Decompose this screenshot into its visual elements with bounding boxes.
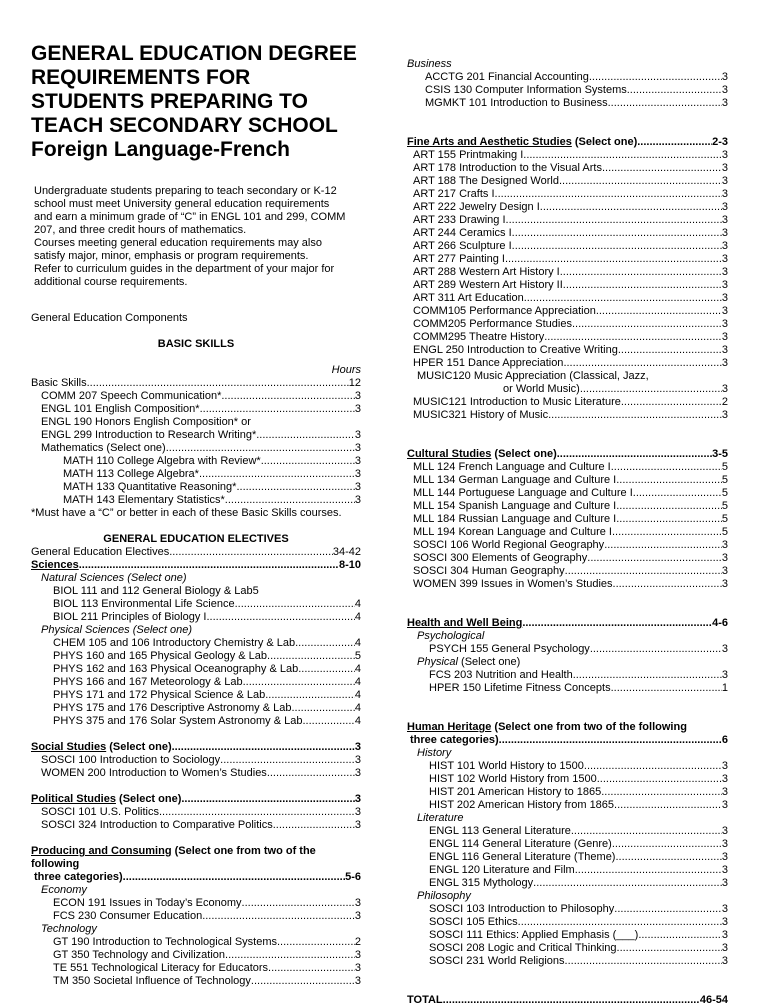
cultural-studies-list — [407, 461, 728, 591]
title-line: REQUIREMENTS FOR — [31, 66, 251, 89]
course-label: MGMKT 101 Introduction to Business — [425, 97, 608, 109]
intro-line: Courses meeting general education requirements may also — [34, 237, 322, 249]
list-item — [407, 838, 728, 851]
hours-header: Hours — [331, 364, 361, 376]
course-label: HIST 102 World History from 1500 — [429, 773, 597, 785]
credit-hours: 3 — [721, 279, 728, 291]
course-label: WOMEN 200 Introduction to Women’s Studies — [41, 767, 267, 779]
credit-hours: 3 — [721, 903, 728, 915]
credit-hours: 3 — [721, 149, 728, 161]
course-label: MLL 184 Russian Language and Culture I — [413, 513, 617, 525]
list-item — [407, 942, 728, 955]
list-item — [31, 442, 361, 455]
credit-hours: 4 — [354, 663, 361, 675]
physical-label: Physical (Select one) — [417, 656, 521, 668]
technology-list — [31, 936, 361, 988]
course-label: ENGL 113 General Literature — [429, 825, 571, 837]
credit-hours: 3 — [721, 799, 728, 811]
credit-hours: 3 — [721, 240, 728, 252]
list-item — [407, 773, 728, 786]
credit-hours: 3 — [721, 877, 728, 889]
course-label: COMM205 Performance Studies — [413, 318, 572, 330]
course-label: ART 289 Western Art History II — [413, 279, 563, 291]
list-item — [407, 305, 728, 318]
list-item — [407, 565, 728, 578]
list-item — [407, 396, 728, 409]
list-item — [407, 877, 728, 890]
credit-hours: 3 — [354, 962, 361, 974]
credit-hours: 3 — [721, 97, 728, 109]
course-label: COMM295 Theatre History — [413, 331, 545, 343]
political-studies-list — [31, 806, 361, 832]
course-label: MATH 113 College Algebra* — [63, 468, 199, 480]
technology-label: Technology — [41, 923, 97, 935]
list-item — [31, 390, 361, 403]
course-label: SOSCI 208 Logic and Critical Thinking — [429, 942, 617, 954]
credit-hours: 3 — [721, 916, 728, 928]
course-label: MUSIC321 History of Music — [413, 409, 549, 421]
credit-hours: 3 — [721, 838, 728, 850]
credit-hours: 5 — [721, 474, 728, 486]
title-line: TEACH SECONDARY SCHOOL — [31, 114, 338, 137]
business-label: Business — [407, 58, 452, 70]
credit-hours: 3 — [354, 910, 361, 922]
course-label: MATH 143 Elementary Statistics* — [63, 494, 225, 506]
list-item — [407, 71, 728, 84]
course-label: GT 190 Introduction to Technological Systems — [53, 936, 277, 948]
course-label: Mathematics (Select one) — [41, 442, 166, 454]
course-label: ART 311 Art Education — [413, 292, 524, 304]
credit-hours: 4 — [354, 715, 361, 727]
list-item — [407, 955, 728, 968]
intro-line: Undergraduate students preparing to teach secondary or K-12 — [34, 185, 337, 197]
list-item — [31, 637, 361, 650]
credit-hours: 5 — [721, 526, 728, 538]
course-label: MLL 194 Korean Language and Culture I — [413, 526, 612, 538]
basic-skills-heading: BASIC SKILLS — [157, 338, 235, 350]
credit-hours: 3 — [354, 767, 361, 779]
list-item — [31, 598, 361, 611]
list-item — [31, 403, 361, 416]
credit-hours: 3 — [354, 494, 361, 506]
credit-hours: 3 — [721, 162, 728, 174]
basic-skills-list — [31, 377, 361, 507]
list-item — [31, 676, 361, 689]
title-line: STUDENTS PREPARING TO — [31, 90, 308, 113]
list-item — [407, 175, 728, 188]
course-label: ART 277 Painting I — [413, 253, 505, 265]
history-list — [407, 760, 728, 812]
credit-hours: 3 — [721, 266, 728, 278]
list-item — [31, 611, 361, 624]
list-item — [31, 897, 361, 910]
credit-hours: 4 — [354, 702, 361, 714]
list-item — [407, 201, 728, 214]
list-item — [31, 767, 361, 780]
credit-hours: 3 — [354, 429, 361, 441]
title-line: GENERAL EDUCATION DEGREE — [31, 42, 357, 65]
electives-row: General Education Electives ..... 34-42 — [31, 546, 361, 559]
list-item — [407, 578, 728, 591]
credit-hours: 3 — [721, 929, 728, 941]
course-label: ART 188 The Designed World — [413, 175, 559, 187]
intro-line: Refer to curriculum guides in the department of your major for — [34, 263, 335, 275]
list-item — [31, 754, 361, 767]
electives-heading: GENERAL EDUCATION ELECTIVES — [103, 533, 289, 545]
course-label: CHEM 105 and 106 Introductory Chemistry & Lab — [53, 637, 296, 649]
list-item — [407, 799, 728, 812]
list-item — [407, 487, 728, 500]
list-item — [407, 214, 728, 227]
course-label: CSIS 130 Computer Information Systems — [425, 84, 627, 96]
course-label: PHYS 171 and 172 Physical Science & Lab — [53, 689, 266, 701]
list-item — [407, 643, 728, 656]
course-label: TE 551 Technological Literacy for Educators — [53, 962, 269, 974]
health-row: Health and Well Being ..... 4-6 — [407, 617, 728, 630]
credit-hours: 3 — [721, 227, 728, 239]
sciences-row: Sciences ..... 8-10 — [31, 559, 361, 572]
list-item — [31, 806, 361, 819]
left-column — [31, 0, 361, 988]
course-label: PHYS 160 and 165 Physical Geology & Lab — [53, 650, 268, 662]
list-item — [407, 513, 728, 526]
course-label: PHYS 162 and 163 Physical Oceanography & Lab — [53, 663, 299, 675]
intro-line: satisfy major, minor, emphasis or program requirements. — [34, 250, 309, 262]
credit-hours: 3 — [354, 481, 361, 493]
literature-list — [407, 825, 728, 890]
list-item — [31, 455, 361, 468]
credit-hours: 3 — [721, 773, 728, 785]
credit-hours: 3 — [721, 851, 728, 863]
course-label: FCS 230 Consumer Education — [53, 910, 203, 922]
course-label: COMM105 Performance Appreciation — [413, 305, 596, 317]
list-item — [407, 97, 728, 110]
list-item — [31, 962, 361, 975]
list-item — [31, 377, 361, 390]
course-label: FCS 203 Nutrition and Health — [429, 669, 573, 681]
credit-hours: 3 — [721, 942, 728, 954]
credit-hours: 3 — [721, 669, 728, 681]
list-item — [407, 786, 728, 799]
philosophy-label: Philosophy — [417, 890, 471, 902]
course-label: SOSCI 106 World Regional Geography — [413, 539, 605, 551]
list-item — [407, 526, 728, 539]
credit-hours: 3 — [721, 643, 728, 655]
credit-hours: 3 — [721, 552, 728, 564]
course-label: ENGL 116 General Literature (Theme) — [429, 851, 616, 863]
credit-hours: 4 — [354, 676, 361, 688]
course-label: PHYS 175 and 176 Descriptive Astronomy & Lab — [53, 702, 292, 714]
right-column — [407, 0, 728, 1007]
list-item — [407, 227, 728, 240]
business-list — [407, 71, 728, 110]
intro-line: school must meet University general education requirements — [34, 198, 330, 210]
course-label: SOSCI 100 Introduction to Sociology — [41, 754, 221, 766]
course-label: SOSCI 101 U.S. Politics — [41, 806, 159, 818]
list-item — [407, 409, 728, 422]
credit-hours: 3 — [354, 403, 361, 415]
course-label: PSYCH 155 General Psychology — [429, 643, 590, 655]
course-label: SOSCI 324 Introduction to Comparative Politics — [41, 819, 273, 831]
list-item — [31, 650, 361, 663]
fine-arts-row: Fine Arts and Aesthetic Studies (Select one) ..... 2-3 — [407, 136, 728, 149]
list-item — [407, 240, 728, 253]
course-label: MLL 134 German Language and Culture I — [413, 474, 617, 486]
course-label: TM 350 Societal Influence of Technology — [53, 975, 251, 987]
history-label: History — [417, 747, 452, 759]
credit-hours: 3 — [354, 468, 361, 480]
credit-hours: 3 — [721, 292, 728, 304]
list-item — [407, 474, 728, 487]
heritage-heading: Human Heritage (Select one from two of the following — [407, 721, 687, 733]
social-studies-list — [31, 754, 361, 780]
course-label: SOSCI 103 Introduction to Philosophy — [429, 903, 615, 915]
credit-hours: 3 — [721, 175, 728, 187]
economy-list — [31, 897, 361, 923]
credit-hours: 3 — [354, 390, 361, 402]
credit-hours: 3 — [721, 864, 728, 876]
course-label: ACCTG 201 Financial Accounting — [425, 71, 589, 83]
list-item — [31, 416, 361, 429]
physical-sciences-label: Physical Sciences (Select one) — [41, 624, 193, 636]
philosophy-list — [407, 903, 728, 968]
components-label: General Education Components — [31, 312, 188, 324]
list-item — [407, 292, 728, 305]
credit-hours: 5 — [721, 487, 728, 499]
course-label: HIST 101 World History to 1500 — [429, 760, 584, 772]
credit-hours: 1 — [721, 682, 728, 694]
credit-hours: 3 — [721, 955, 728, 967]
credit-hours: 12 — [348, 377, 361, 389]
credit-hours: 3 — [354, 975, 361, 987]
list-item — [407, 266, 728, 279]
list-item — [407, 461, 728, 474]
course-label: MLL 144 Portuguese Language and Culture I — [413, 487, 633, 499]
producing-row: three categories) ..... 5-6 — [31, 871, 361, 884]
literature-label: Literature — [417, 812, 464, 824]
intro-line: and earn a minimum grade of “C” in ENGL 101 and 299, COMM — [34, 211, 346, 223]
credit-hours: 3 — [721, 71, 728, 83]
list-item — [407, 682, 728, 695]
credit-hours: 5 — [354, 650, 361, 662]
course-label: ART 217 Crafts I — [413, 188, 495, 200]
credit-hours: 4 — [354, 689, 361, 701]
list-item — [31, 975, 361, 988]
course-label: MUSIC121 Introduction to Music Literature — [413, 396, 621, 408]
credit-hours: 3 — [354, 949, 361, 961]
psychological-list — [407, 643, 728, 656]
list-item — [407, 916, 728, 929]
credit-hours: 3 — [721, 565, 728, 577]
course-label: BIOL 211 Principles of Biology I — [53, 611, 207, 623]
list-item — [407, 864, 728, 877]
credit-hours: 3 — [354, 806, 361, 818]
credit-hours: 3 — [721, 253, 728, 265]
credit-hours: 3 — [354, 455, 361, 467]
economy-label: Economy — [41, 884, 87, 896]
list-item — [407, 149, 728, 162]
course-label: HPER 151 Dance Appreciation — [413, 357, 564, 369]
course-label: MATH 110 College Algebra with Review* — [63, 455, 261, 467]
course-label: ART 178 Introduction to the Visual Arts — [413, 162, 602, 174]
course-label: ECON 191 Issues in Today’s Economy — [53, 897, 242, 909]
list-item — [31, 819, 361, 832]
credit-hours: 3 — [721, 786, 728, 798]
credit-hours: 3 — [721, 305, 728, 317]
credit-hours: 2 — [721, 396, 728, 408]
list-item — [31, 468, 361, 481]
course-label: HIST 201 American History to 1865 — [429, 786, 602, 798]
course-label: SOSCI 304 Human Geography — [413, 565, 565, 577]
list-item — [31, 689, 361, 702]
course-label: SOSCI 231 World Religions — [429, 955, 565, 967]
list-item — [407, 318, 728, 331]
credit-hours: 3 — [721, 760, 728, 772]
course-label: ART 222 Jewelry Design I — [413, 201, 540, 213]
course-label: HIST 202 American History from 1865 — [429, 799, 615, 811]
list-item — [407, 188, 728, 201]
course-label: MLL 124 French Language and Culture I — [413, 461, 611, 473]
credit-hours: 3 — [721, 344, 728, 356]
course-label: ENGL 299 Introduction to Research Writing* — [41, 429, 257, 441]
basic-skills-note: *Must have a “C” or better in each of these Basic Skills courses. — [31, 507, 342, 519]
list-item — [31, 481, 361, 494]
social-studies-row: Social Studies (Select one) ..... 3 — [31, 741, 361, 754]
list-item — [407, 84, 728, 97]
course-label: ART 233 Drawing I — [413, 214, 506, 226]
list-item — [407, 162, 728, 175]
list-item — [31, 715, 361, 728]
credit-hours: 3 — [721, 409, 728, 421]
list-item — [407, 825, 728, 838]
course-label: ENGL 250 Introduction to Creative Writing — [413, 344, 618, 356]
list-item — [407, 357, 728, 370]
credit-hours: 3 — [721, 331, 728, 343]
list-item — [31, 663, 361, 676]
course-label: BIOL 111 and 112 General Biology & Lab5 — [53, 585, 259, 597]
course-label: PHYS 166 and 167 Meteorology & Lab — [53, 676, 243, 688]
credit-hours: 3 — [721, 201, 728, 213]
credit-hours: 3 — [354, 442, 361, 454]
course-label: HPER 150 Lifetime Fitness Concepts — [429, 682, 611, 694]
list-item — [31, 494, 361, 507]
credit-hours: 3 — [721, 539, 728, 551]
list-item — [407, 253, 728, 266]
course-label: GT 350 Technology and Civilization — [53, 949, 226, 961]
credit-hours: 3 — [721, 357, 728, 369]
list-item — [407, 552, 728, 565]
course-label: SOSCI 105 Ethics — [429, 916, 518, 928]
list-item — [31, 429, 361, 442]
course-label: WOMEN 399 Issues in Women’s Studies — [413, 578, 613, 590]
credit-hours: 3 — [354, 819, 361, 831]
credit-hours: 4 — [354, 598, 361, 610]
course-label: ART 266 Sculpture I — [413, 240, 512, 252]
course-label: ENGL 101 English Composition* — [41, 403, 200, 415]
total-row: TOTAL ..... 46-54 — [407, 994, 728, 1007]
music120-line: MUSIC120 Music Appreciation (Classical, Jazz, — [417, 370, 649, 382]
natural-sciences-label: Natural Sciences (Select one) — [41, 572, 187, 584]
credit-hours: 3 — [354, 897, 361, 909]
course-label: COMM 207 Speech Communication* — [41, 390, 222, 402]
course-label: ENGL 114 General Literature (Genre) — [429, 838, 612, 850]
course-label: SOSCI 111 Ethics: Applied Emphasis (___) — [429, 929, 639, 941]
course-label: ENGL 190 Honors English Composition* or — [41, 416, 251, 428]
title-line: Foreign Language-French — [31, 138, 291, 161]
list-item — [31, 910, 361, 923]
credit-hours: 5 — [721, 500, 728, 512]
list-item: or World Music) ..... 3 — [407, 383, 728, 396]
credit-hours: 3 — [721, 214, 728, 226]
cultural-studies-row: Cultural Studies (Select one) ..... 3-5 — [407, 448, 728, 461]
course-label: ART 288 Western Art History I — [413, 266, 560, 278]
natural-sciences-list — [31, 585, 361, 624]
course-label: MLL 154 Spanish Language and Culture I — [413, 500, 617, 512]
producing-heading-line2: following — [31, 858, 80, 870]
credit-hours: 5 — [721, 513, 728, 525]
list-item — [31, 702, 361, 715]
list-item — [407, 539, 728, 552]
intro-line: additional course requirements. — [34, 276, 188, 288]
list-item — [407, 344, 728, 357]
credit-hours: 3 — [721, 188, 728, 200]
credit-hours: 3 — [721, 578, 728, 590]
intro-paragraph — [31, 185, 361, 289]
list-item — [31, 949, 361, 962]
course-label: MATH 133 Quantitative Reasoning* — [63, 481, 237, 493]
credit-hours: 2 — [354, 936, 361, 948]
course-label: ART 155 Printmaking I — [413, 149, 524, 161]
list-item — [407, 929, 728, 942]
list-item — [407, 760, 728, 773]
list-item — [31, 936, 361, 949]
course-label: Basic Skills — [31, 377, 87, 389]
credit-hours: 3 — [721, 84, 728, 96]
list-item — [407, 903, 728, 916]
producing-heading: Producing and Consuming (Select one from two of the — [31, 845, 316, 857]
list-item — [407, 500, 728, 513]
political-studies-row: Political Studies (Select one) ..... 3 — [31, 793, 361, 806]
course-label: ENGL 315 Mythology — [429, 877, 534, 889]
credit-hours: 4 — [354, 637, 361, 649]
course-label: SOSCI 300 Elements of Geography — [413, 552, 588, 564]
list-item — [407, 279, 728, 292]
physical-sciences-list — [31, 637, 361, 728]
course-label: PHYS 375 and 176 Solar System Astronomy & Lab — [53, 715, 303, 727]
list-item — [31, 585, 361, 598]
credit-hours: 3 — [354, 754, 361, 766]
course-label: ART 244 Ceramics I — [413, 227, 512, 239]
list-item — [407, 669, 728, 682]
course-label: ENGL 120 Literature and Film — [429, 864, 575, 876]
intro-line: 207, and three credit hours of mathematics. — [34, 224, 247, 236]
physical-list — [407, 669, 728, 695]
psychological-label: Psychological — [417, 630, 485, 642]
credit-hours: 3 — [721, 318, 728, 330]
credit-hours: 3 — [721, 825, 728, 837]
music-list — [407, 396, 728, 422]
fine-arts-list — [407, 149, 728, 370]
document-title — [31, 42, 361, 162]
course-label: BIOL 113 Environmental Life Science — [53, 598, 235, 610]
list-item — [407, 331, 728, 344]
heritage-row: three categories) ..... 6 — [407, 734, 728, 747]
credit-hours: 5 — [721, 461, 728, 473]
credit-hours: 4 — [354, 611, 361, 623]
list-item — [407, 851, 728, 864]
